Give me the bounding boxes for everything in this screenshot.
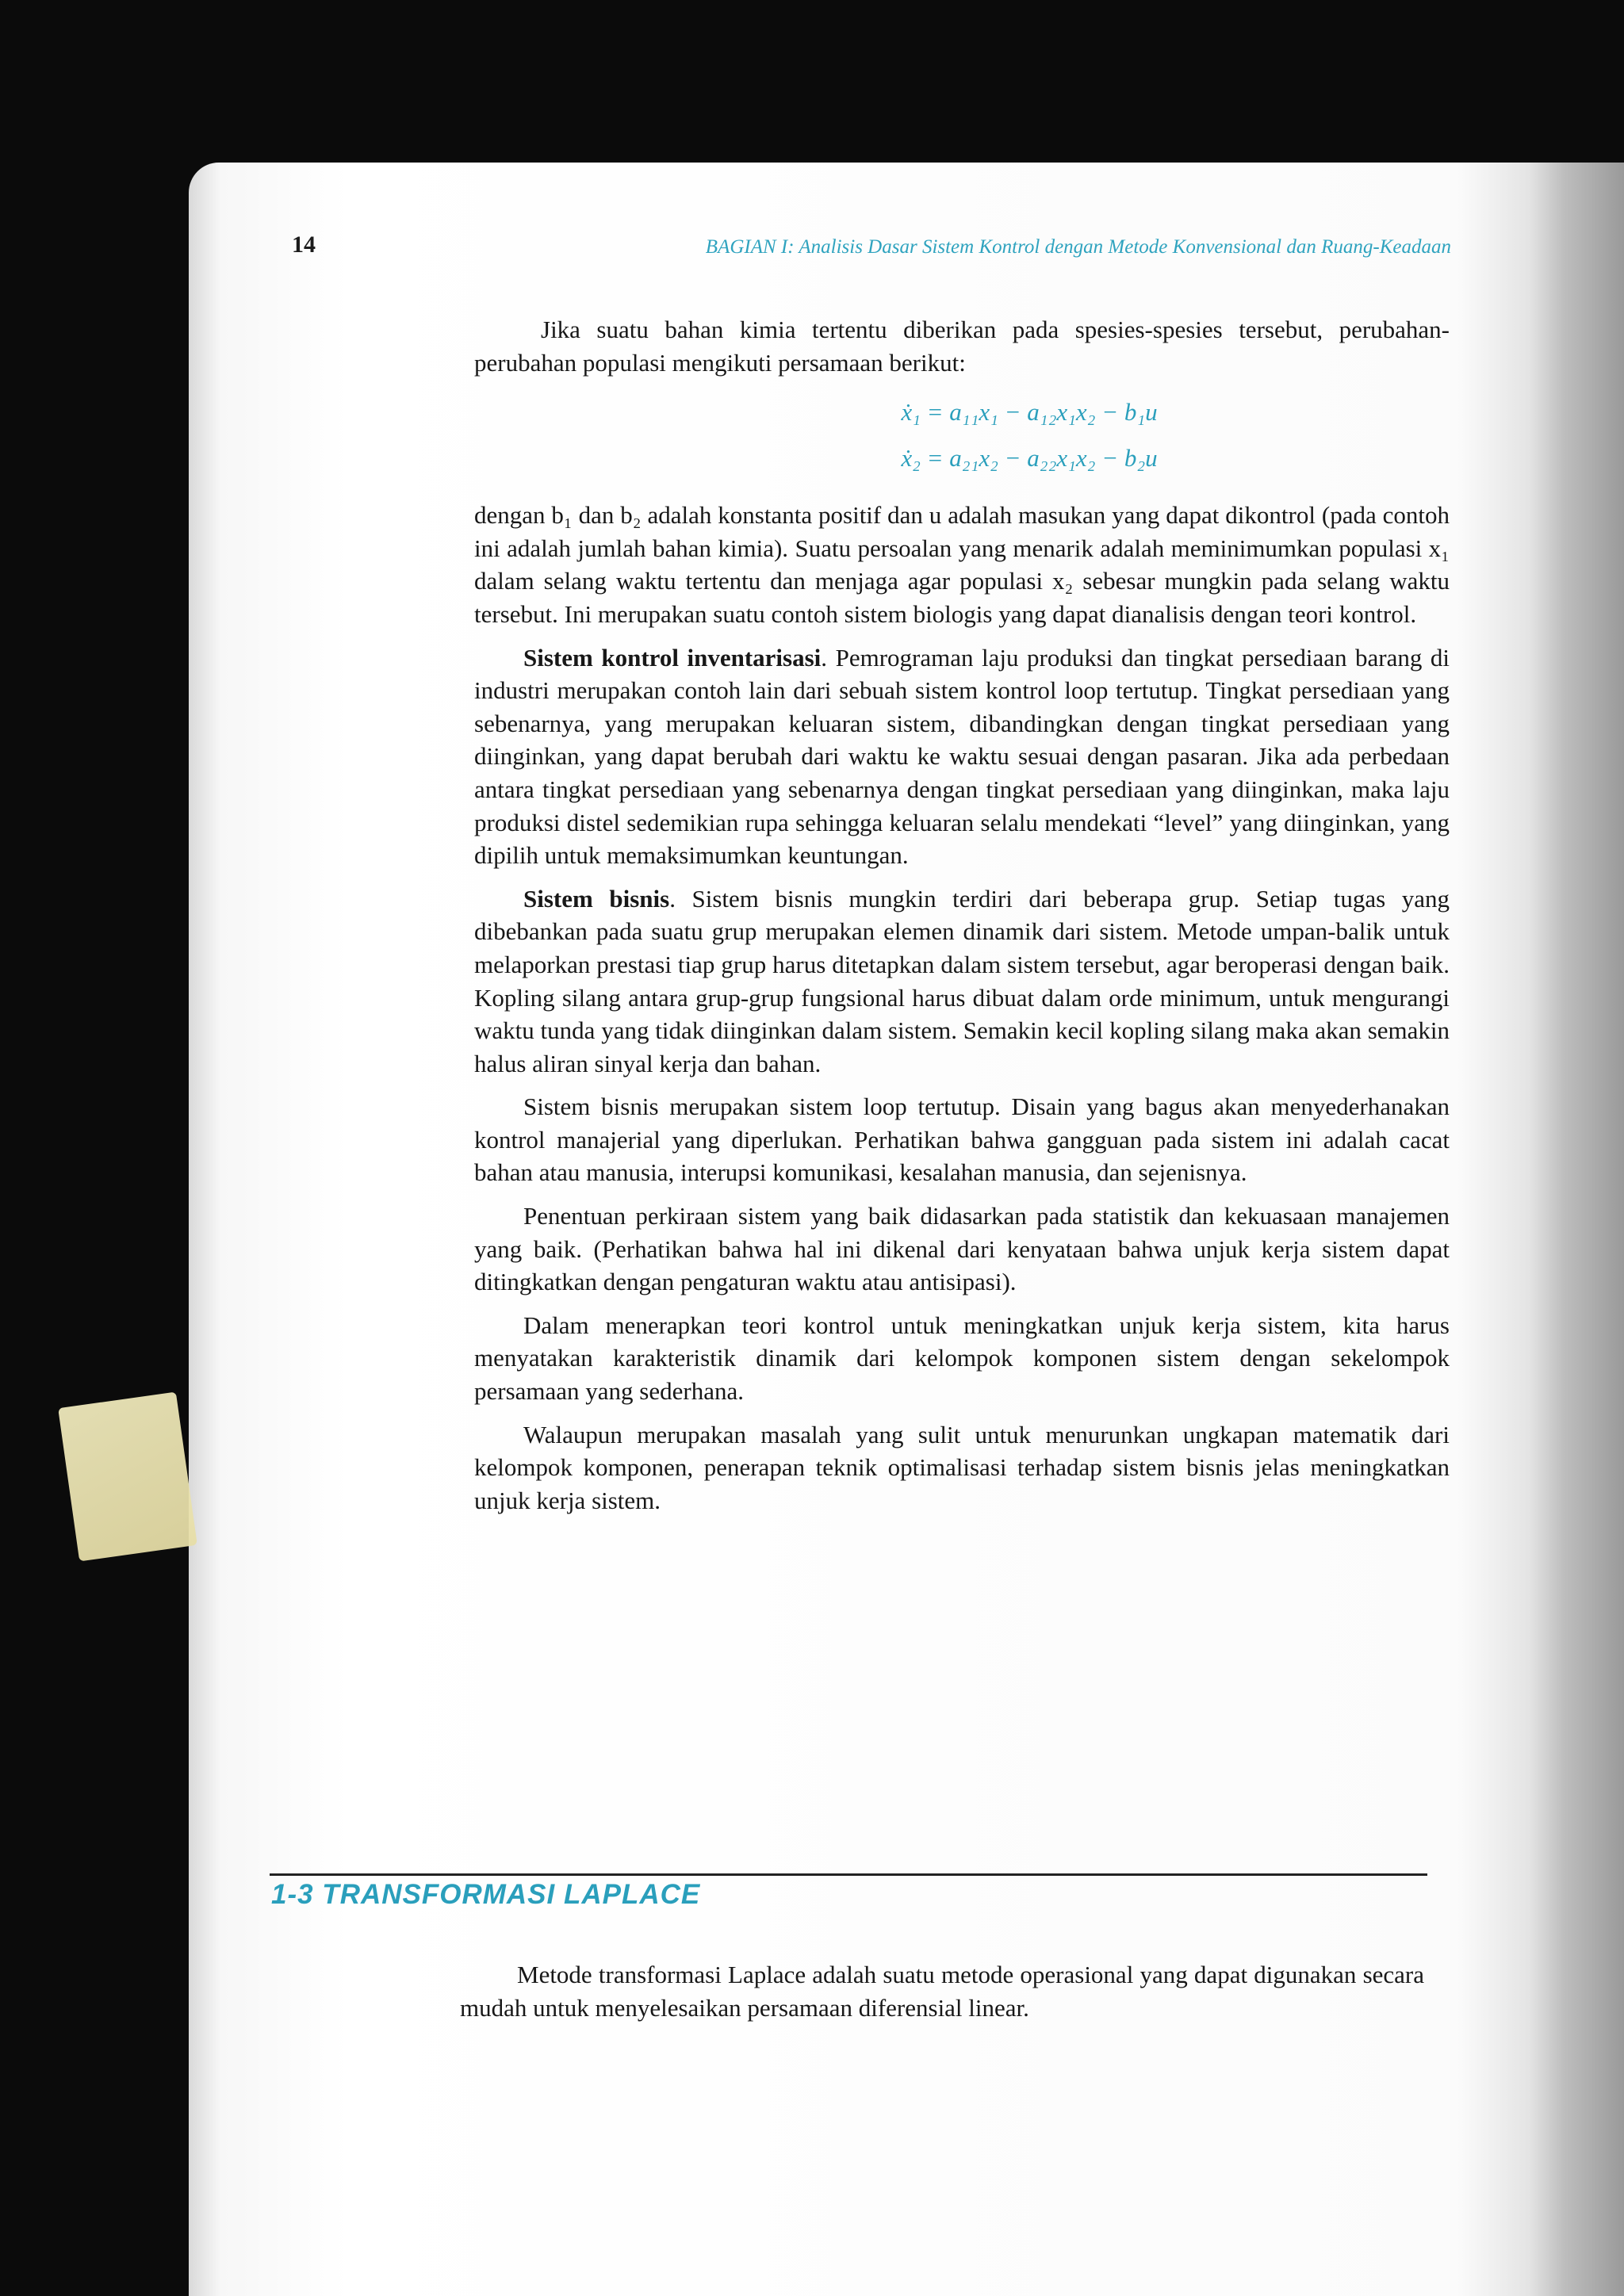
paragraph-closed-loop: Sistem bisnis merupakan sistem loop tertutup. Disain yang bagus akan menyederhanakan kontrol manajerial yang diperlukan. Perhatikan bahwa gangguan pada sistem ini adalah cacat bahan atau manusia, interupsi komunikasi, kesalahan manusia, dan sejenisnya. <box>474 1093 1450 1187</box>
paragraph-optimization: Walaupun merupakan masalah yang sulit untuk menurunkan ungkapan matematik dari kelompok komponen, penerapan teknik optimalisasi terhadap sistem bisnis jelas meningkatkan unjuk kerja sistem. <box>474 1420 1450 1514</box>
page-number: 14 <box>292 232 316 258</box>
inventory-text: . Pemrograman laju produksi dan tingkat persediaan barang di industri merupakan contoh lain dari sebuah sistem kontrol loop tertutup. Tingkat persediaan yang sebenarnya, yang merupakan keluaran sistem, dibandingkan dengan tingkat persediaan yang diinginkan, yang dapat berubah dari waktu ke waktu sesuai dengan pasaran. Jika ada perbedaan antara tingkat persediaan yang sebenarnya dengan tingkat persediaan yang diinginkan, maka laju produksi distel sedemikian rupa sehingga keluaran selalu mendekati “level” yang diinginkan, yang dipilih untuk memaksimumkan keuntungan. <box>474 643 1450 870</box>
section-paragraph: Metode transformasi Laplace adalah suatu metode operasional yang dapat digunakan secara mudah untuk menyelesaikan persamaan diferensial linear. <box>460 1961 1424 2022</box>
inventory-heading: Sistem kontrol inventarisasi <box>523 643 822 672</box>
equation-block <box>474 389 1450 481</box>
equation-2: ẋ₂ = a₂₁x₂ − a₂₂x₁x₂ − b₂u <box>901 444 1158 473</box>
sticky-tape <box>58 1392 197 1562</box>
paragraph-control-theory: Dalam menerapkan teori kontrol untuk meningkatkan unjuk kerja sistem, kita harus menyatakan karakteristik dinamik dari kelompok komponen sistem dengan sekelompok persamaan yang sederhana. <box>474 1311 1450 1406</box>
paragraph-estimation: Penentuan perkiraan sistem yang baik didasarkan pada statistik dan kekuasaan manajemen yang baik. (Perhatikan bahwa hal ini dikenal dari kenyataan bahwa unjuk kerja sistem dapat ditingkatkan dengan pengaturan waktu atau antisipasi). <box>474 1202 1450 1296</box>
business-paragraph <box>474 882 1450 1081</box>
equation-1: ẋ₁ = a₁₁x₁ − a₁₂x₁x₂ − b₁u <box>901 398 1158 427</box>
business-text: . Sistem bisnis mungkin terdiri dari beberapa grup. Setiap tugas yang dibebankan pada suatu grup merupakan elemen dinamik dari sistem. Metode umpan-balik untuk melaporkan prestasi tiap grup harus ditetapkan dalam sistem tersebut, agar beroperasi dengan baik. Kopling silang antara grup-grup fungsional harus dibuat dalam orde minimum, untuk mengurangi waktu tunda yang tidak diinginkan dalam sistem. Semakin kecil kopling silang maka akan semakin halus aliran sinyal kerja dan bahan. <box>474 884 1450 1077</box>
business-heading: Sistem bisnis <box>523 884 670 913</box>
intro-paragraph: Jika suatu bahan kimia tertentu diberikan pada spesies-spesies tersebut, perubahan-perubahan populasi mengikuti persamaan berikut: <box>474 316 1450 377</box>
section-body <box>460 1958 1424 2024</box>
equation-explanation: dengan b₁ dan b₂ adalah konstanta positif dan u adalah masukan yang dapat dikontrol (pada contoh ini adalah jumlah bahan kimia). Suatu persoalan yang menarik adalah meminimumkan populasi x₁ dalam selang waktu tertentu dan menjaga agar populasi x₂ sebesar mungkin pada selang waktu tersebut. Ini merupakan suatu contoh sistem biologis yang dapat dianalisis dengan teori kontrol. <box>474 501 1450 628</box>
section-title: 1-3 TRANSFORMASI LAPLACE <box>271 1879 701 1910</box>
running-header: BAGIAN I: Analisis Dasar Sistem Kontrol dengan Metode Konvensional dan Ruang-Keadaan <box>705 236 1451 258</box>
inventory-paragraph <box>474 641 1450 872</box>
section-divider <box>270 1873 1427 1876</box>
main-text <box>474 313 1450 1527</box>
